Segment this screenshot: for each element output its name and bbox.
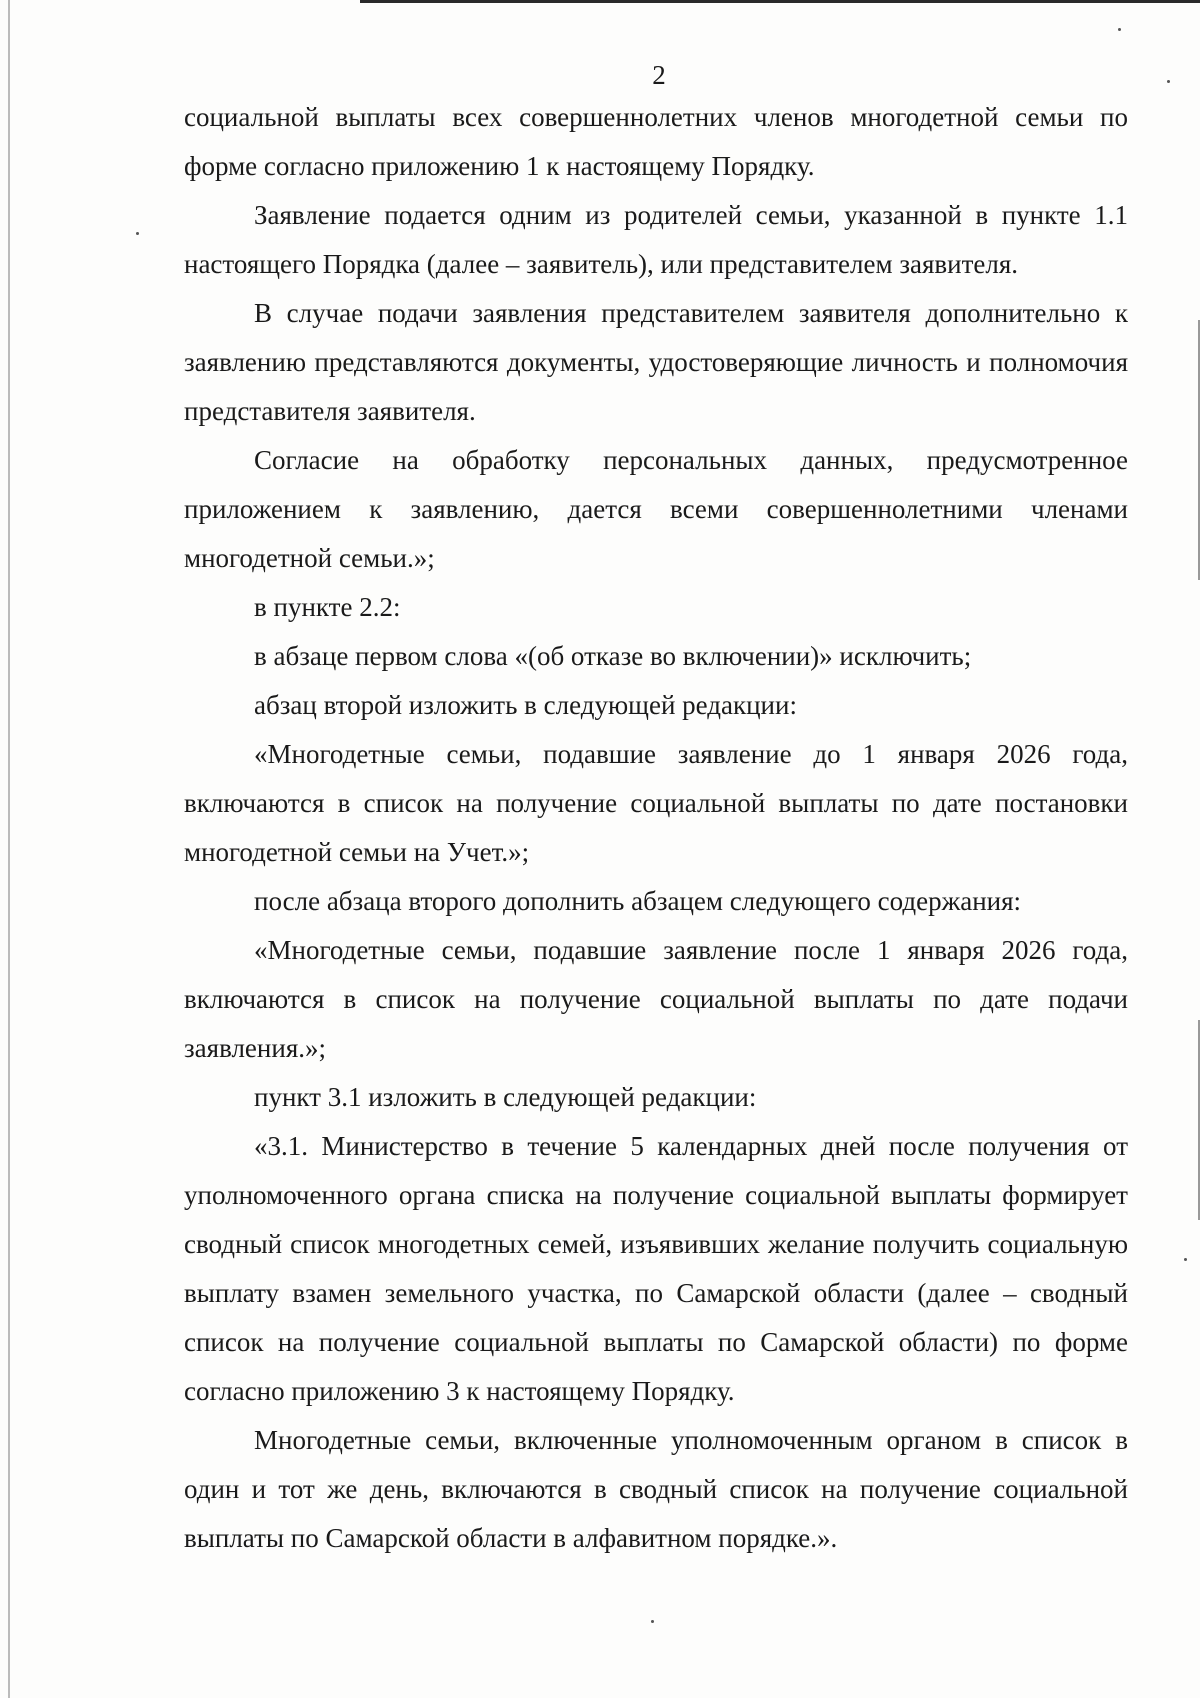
- left-scan-edge: [8, 0, 10, 1698]
- paragraph: В случае подачи заявления представителем заявителя дополнительно к заявлению представляются документы, удостоверяющие личность и полномочия представителя заявителя.: [184, 298, 1128, 426]
- paragraph: абзац второй изложить в следующей редакции:: [254, 690, 797, 720]
- scan-speck: [1184, 1258, 1187, 1261]
- page-number: 2: [652, 60, 666, 90]
- scan-speck: [136, 232, 139, 235]
- paragraph: «3.1. Министерство в течение 5 календарных дней после получения от уполномоченного органа списка на получение социальной выплаты формирует сводный список многодетных семей, изъявивших желание получить социальную выплату взамен земельного участка, по Самарской области (далее – сводный список на получение социальной выплаты по Самарской области) по форме согласно приложению 3 к настоящему Порядку.: [184, 1131, 1128, 1406]
- paragraph: после абзаца второго дополнить абзацем следующего содержания:: [254, 886, 1022, 916]
- paragraph: «Многодетные семьи, подавшие заявление после 1 января 2026 года, включаются в список на получение социальной выплаты по дате подачи заявления.»;: [184, 935, 1128, 1063]
- paragraph: Заявление подается одним из родителей семьи, указанной в пункте 1.1 настоящего Порядка (далее – заявитель), или представителем заявителя.: [184, 200, 1128, 279]
- paragraph: социальной выплаты всех совершеннолетних членов многодетной семьи по форме согласно приложению 1 к настоящему Порядку.: [184, 102, 1128, 181]
- document-body: [184, 93, 1128, 1563]
- paragraph: пункт 3.1 изложить в следующей редакции:: [254, 1082, 757, 1112]
- paragraph: в абзаце первом слова «(об отказе во включении)» исключить;: [254, 641, 972, 671]
- paragraph: в пункте 2.2:: [254, 592, 401, 622]
- paragraph: Многодетные семьи, включенные уполномоченным органом в список в один и тот же день, включаются в сводный список на получение социальной выплаты по Самарской области в алфавитном порядке.».: [184, 1425, 1128, 1553]
- scan-speck: [1118, 28, 1121, 31]
- paragraph: «Многодетные семьи, подавшие заявление до 1 января 2026 года, включаются в список на получение социальной выплаты по дате постановки многодетной семьи на Учет.»;: [184, 739, 1128, 867]
- scan-speck: [651, 1620, 654, 1623]
- paragraph: Согласие на обработку персональных данных, предусмотренное приложением к заявлению, дается всеми совершеннолетними членами многодетной семьи.»;: [184, 445, 1128, 573]
- top-border-rule: [360, 0, 1200, 3]
